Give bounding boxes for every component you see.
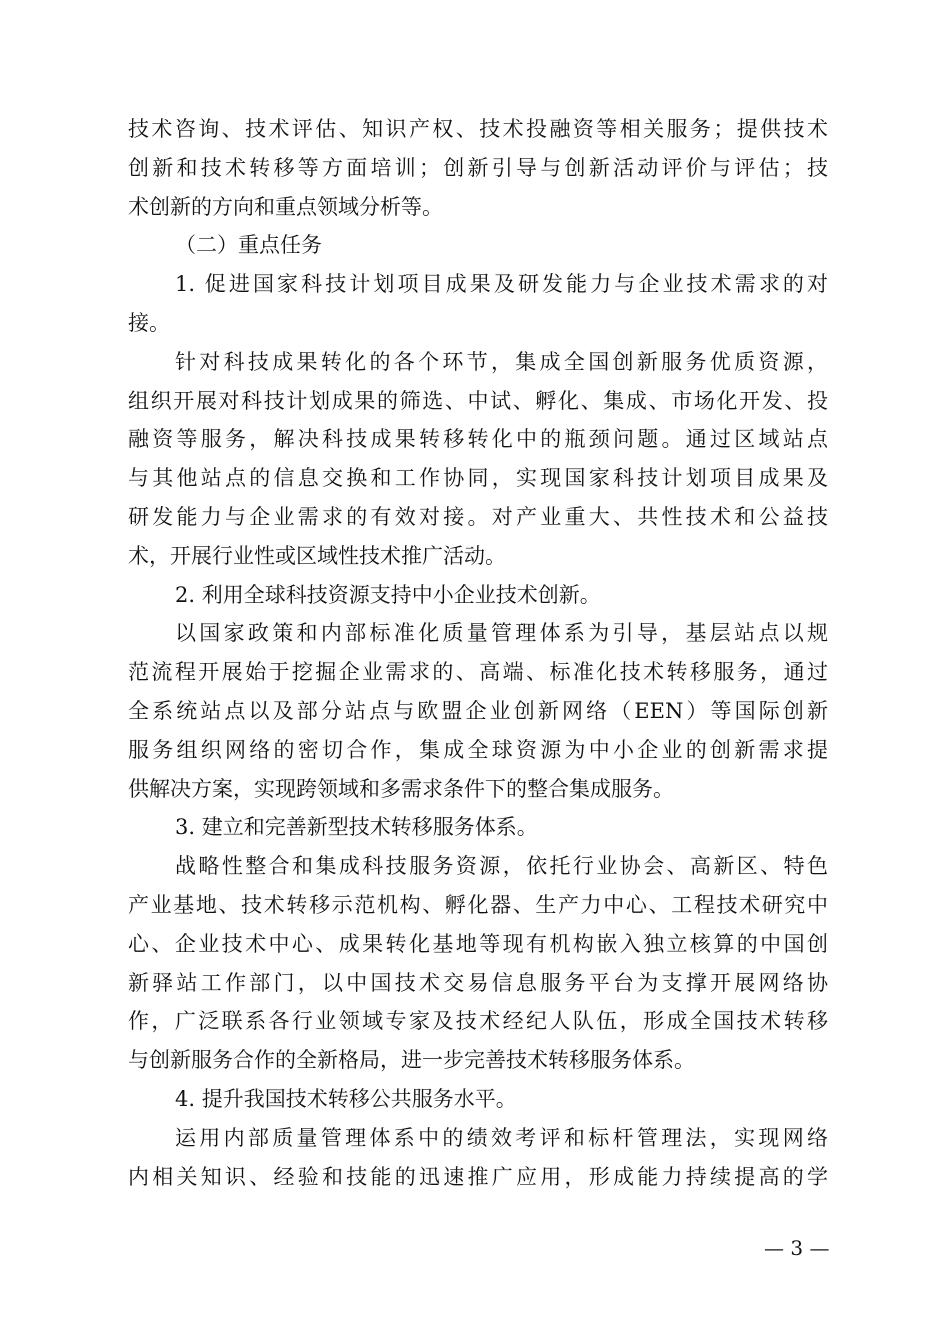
text-line: 全系统站点以及部分站点与欧盟企业创新网络（EEN）等国际创新 [128, 698, 828, 723]
text-line: 接。 [128, 310, 170, 335]
text-line: 技术咨询、技术评估、知识产权、技术投融资等相关服务；提供技术 [128, 117, 828, 141]
body-text [128, 110, 828, 1196]
text-line: 3. 建立和完善新型技术转移服务体系。 [175, 815, 538, 840]
text-line: 心、企业技术中心、成果转化基地等现有机构嵌入独立核算的中国创 [128, 931, 828, 956]
text-line: 产业基地、技术转移示范机构、孵化器、生产力中心、工程技术研究中 [128, 892, 828, 917]
text-line: 供解决方案，实现跨领域和多需求条件下的整合集成服务。 [128, 776, 674, 801]
text-line: 术，开展行业性或区域性技术推广活动。 [128, 543, 506, 568]
text-line: 新驿站工作部门，以中国技术交易信息服务平台为支撑开展网络协 [128, 970, 828, 995]
text-line: 服务组织网络的密切合作，集成全球资源为中小企业的创新需求提 [128, 737, 828, 762]
text-line: 范流程开展始于挖掘企业需求的、高端、标准化技术转移服务，通过 [128, 660, 828, 685]
text-line: 融资等服务，解决科技成果转移转化中的瓶颈问题。通过区域站点 [128, 427, 828, 452]
text-line: 以国家政策和内部标准化质量管理体系为引导，基层站点以规 [175, 621, 828, 646]
text-line: 4. 提升我国技术转移公共服务水平。 [175, 1086, 517, 1111]
text-line: 战略性整合和集成科技服务资源，依托行业协会、高新区、特色 [175, 854, 828, 879]
text-line: 研发能力与企业需求的有效对接。对产业重大、共性技术和公益技 [128, 504, 828, 529]
text-line: 内相关知识、经验和技能的迅速推广应用，形成能力持续提高的学 [128, 1164, 828, 1189]
text-line: 与创新服务合作的全新格局，进一步完善技术转移服务体系。 [128, 1048, 695, 1073]
text-line: 2. 利用全球科技资源支持中小企业技术创新。 [175, 582, 601, 607]
text-line: 作，广泛联系各行业领域专家及技术经纪人队伍，形成全国技术转移 [128, 1009, 828, 1034]
text-line: 术创新的方向和重点领域分析等。 [128, 194, 443, 219]
text-line: 运用内部质量管理体系中的绩效考评和标杆管理法，实现网络 [175, 1125, 828, 1150]
text-line: 组织开展对科技计划成果的筛选、中试、孵化、集成、市场化开发、投 [128, 388, 828, 413]
text-line: 针对科技成果转化的各个环节，集成全国创新服务优质资源， [175, 349, 828, 374]
text-line: 创新和技术转移等方面培训；创新引导与创新活动评价与评估；技 [128, 155, 828, 180]
text-line: 与其他站点的信息交换和工作协同，实现国家科技计划项目成果及 [128, 466, 828, 491]
page-number: — 3 — [764, 1236, 830, 1260]
text-line: 1. 促进国家科技计划项目成果及研发能力与企业技术需求的对 [175, 272, 828, 297]
text-line: （二）重点任务 [175, 233, 322, 258]
